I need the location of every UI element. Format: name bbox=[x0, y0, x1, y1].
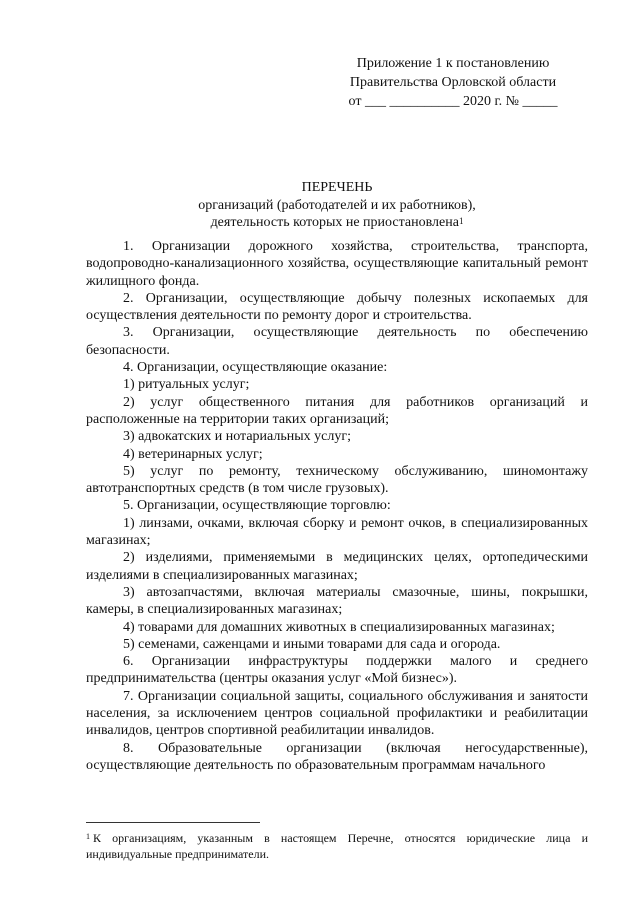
document-title: ПЕРЕЧЕНЬ bbox=[301, 180, 373, 195]
list-item: 1) ритуальных услуг; bbox=[123, 377, 250, 393]
approval-stamp bbox=[318, 54, 588, 111]
list-item: 5) семенами, саженцами и иными товарами для сада и огорода. bbox=[123, 636, 501, 652]
list-item: 1) линзами, очками, включая сборку и ремонт очков, в специализированных магазинах; bbox=[86, 515, 588, 549]
document-subtitle-line-2 bbox=[86, 213, 588, 233]
list-item: 5) услуг по ремонту, техническому обслуживанию, шиномонтажу автотранспортных средств (в том числе грузовых). bbox=[86, 463, 588, 497]
approval-line-3: от ___ __________ 2020 г. № _____ bbox=[348, 94, 558, 109]
list-item: 5. Организации, осуществляющие торговлю: bbox=[123, 498, 391, 514]
subtitle-text: деятельность которых не приостановлена bbox=[210, 215, 459, 230]
list-item: 3) автозапчастями, включая материалы смазочные, шины, покрышки, камеры, в специализированных магазинах; bbox=[86, 584, 588, 618]
document-body bbox=[86, 238, 588, 774]
list-item: 2. Организации, осуществляющие добычу полезных ископаемых для осуществления деятельности по ремонту дорог и строительства. bbox=[86, 290, 588, 324]
list-item: 2) изделиями, применяемыми в медицинских целях, ортопедическими изделиями в специализированных магазинах; bbox=[86, 550, 588, 583]
list-item: 2) услуг общественного питания для работников организаций и расположенные на территории таких организаций; bbox=[86, 394, 588, 427]
approval-line-2: Правительства Орловской области bbox=[349, 75, 557, 90]
list-item: 4) товарами для домашних животных в специализированных магазинах; bbox=[123, 619, 555, 635]
list-item: 8. Образовательные организации (включая негосударственные), осуществляющие деятельность по образовательным программам начального bbox=[86, 740, 588, 773]
list-item: 4) ветеринарных услуг; bbox=[123, 446, 263, 462]
list-item: 1. Организации дорожного хозяйства, строительства, транспорта, водопроводно-канализационного хозяйства, осуществляющие капитальный ремонт жилищного фонда. bbox=[86, 239, 588, 289]
document-subtitle-line-1: организаций (работодателей и их работников), bbox=[198, 198, 476, 213]
footnote bbox=[86, 830, 588, 862]
approval-line-1: Приложение 1 к постановлению bbox=[356, 56, 550, 71]
list-item: 7. Организации социальной защиты, социального обслуживания и занятости населения, за исключением центров социальной профилактики и реабилитации инвалидов, центров спортивной реабилитации инвалидов. bbox=[86, 688, 588, 739]
footnote-reference[interactable]: 1 bbox=[458, 216, 464, 226]
footnote-mark: 1 bbox=[86, 832, 90, 841]
list-item: 3. Организации, осуществляющие деятельность по обеспечению безопасности. bbox=[86, 325, 588, 358]
list-item: 6. Организации инфраструктуры поддержки малого и среднего предпринимательства (центры оказания услуг «Мой бизнес»). bbox=[86, 654, 588, 687]
list-item: 4. Организации, осуществляющие оказание: bbox=[123, 360, 388, 376]
list-item: 3) адвокатских и нотариальных услуг; bbox=[123, 429, 351, 445]
footnote-separator bbox=[86, 822, 260, 823]
footnote-text: К организациям, указанным в настоящем Перечне, относятся юридические лица и индивидуальные предприниматели. bbox=[86, 831, 588, 861]
